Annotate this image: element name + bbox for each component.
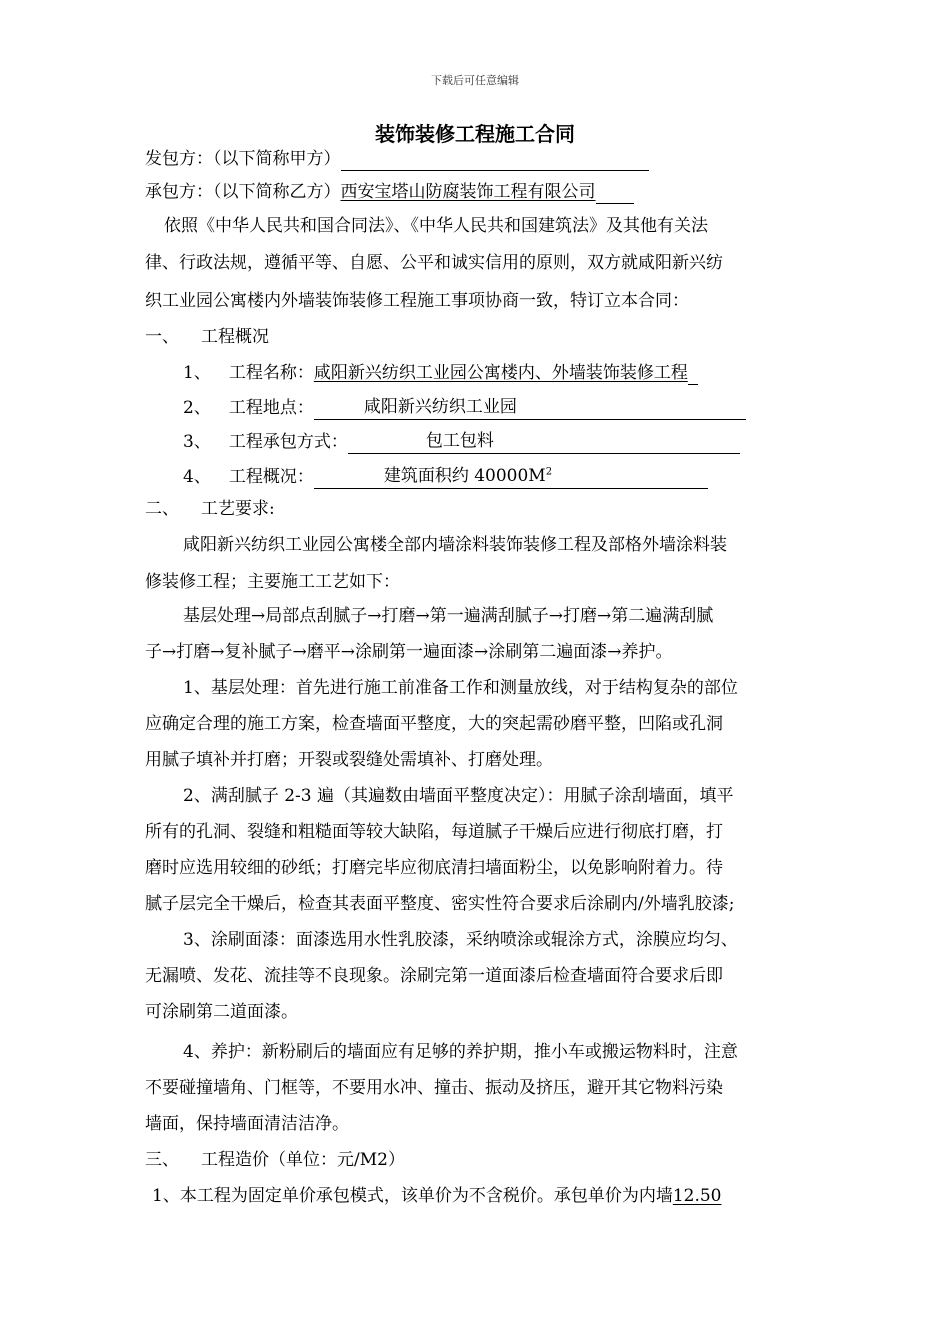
sec2-line: 可涂刷第二道面漆。 [145, 1002, 298, 1022]
sec2-line: 不要碰撞墙角、门框等，不要用水冲、撞击、振动及挤压，避开其它物料污染 [145, 1078, 723, 1098]
intro-line-1: 依照《中华人民共和国合同法》、《中华人民共和国建筑法》及其他有关法 [164, 216, 708, 236]
project-overview-value: 建筑面积约 $40000M^2$ [314, 470, 708, 489]
section-1-heading: 一、 工程概况 [145, 327, 269, 347]
sec2-line: 子→打磨→复补腻子→磨平→涂刷第一遍面漆→涂刷第二遍面漆→养护。 [145, 642, 673, 662]
sec2-line: 磨时应选用较细的砂纸；打磨完毕应彻底清扫墙面粉尘，以免影响附着力。待 [145, 858, 723, 878]
sec2-line: 所有的孔洞、裂缝和粗糙面等较大缺陷，每道腻子干燥后应进行彻底打磨，打 [145, 822, 723, 842]
sec2-line: 应确定合理的施工方案，检查墙面平整度，大的突起需砂磨平整，凹陷或孔洞 [145, 714, 723, 734]
sec2-line: 用腻子填补并打磨；开裂或裂缝处需填补、打磨处理。 [145, 750, 553, 770]
party-b-line [145, 180, 634, 204]
page-header: 下载后可任意编辑 [431, 74, 519, 87]
section-3-heading: 三、 工程造价（单位：元/M2） [145, 1150, 405, 1170]
party-a-label: 发包方：（以下简称甲方） [145, 149, 341, 169]
party-a-line [145, 147, 649, 171]
party-a-blank [341, 152, 649, 171]
project-location-value: 咸阳新兴纺织工业园 [314, 401, 746, 420]
section-2-heading: 二、 工艺要求: [145, 499, 275, 519]
sec2-line: 修装修工程；主要施工工艺如下： [145, 572, 400, 592]
item-project-name: 1、 工程名称：咸阳新兴纺织工业园公寓楼内、外墙装饰装修工程 [183, 361, 698, 385]
sec2-line: 腻子层完全干燥后，检查其表面平整度、密实性符合要求后涂刷内/外墙乳胶漆; [145, 894, 735, 914]
contract-title: 装饰装修工程施工合同 [375, 122, 575, 146]
party-b-label: 承包方：（以下简称乙方） [145, 182, 341, 202]
contract-mode-value: 包工包料 [348, 435, 740, 454]
sec2-line: 1、基层处理：首先进行施工前准备工作和测量放线，对于结构复杂的部位 [183, 678, 738, 698]
item-project-overview: 4、 工程概况： 建筑面积约 $40000M^2$ [183, 465, 708, 489]
sec2-line: 基层处理→局部点刮腻子→打磨→第一遍满刮腻子→打磨→第二遍满刮腻 [183, 606, 714, 626]
sec2-line: 4、养护：新粉刷后的墙面应有足够的养护期，推小车或搬运物料时，注意 [183, 1042, 738, 1062]
sec3-line-1: 1、本工程为固定单价承包模式，该单价为不含税价。承包单价为内墙12.50 [152, 1186, 722, 1206]
interior-wall-price: 12.50 [672, 1186, 722, 1206]
sec2-line: 咸阳新兴纺织工业园公寓楼全部内墙涂料装饰装修工程及部格外墙涂料装 [183, 535, 727, 555]
sec2-line: 3、涂刷面漆：面漆选用水性乳胶漆，采纳喷涂或辊涂方式，涂膜应均匀、 [183, 930, 738, 950]
sec2-line: 无漏喷、发花、流挂等不良现象。涂刷完第一道面漆后检查墙面符合要求后即 [145, 966, 723, 986]
project-name-value: 咸阳新兴纺织工业园公寓楼内、外墙装饰装修工程 [313, 363, 688, 383]
item-contract-mode: 3、 工程承包方式： 包工包料 [183, 430, 740, 454]
intro-line-2: 律、行政法规，遵循平等、自愿、公平和诚实信用的原则，双方就咸阳新兴纺 [145, 253, 723, 273]
party-b-value: 西安宝塔山防腐装饰工程有限公司 [340, 182, 596, 202]
sec2-line: 墙面，保持墙面清洁洁净。 [145, 1114, 349, 1134]
item-project-location: 2、 工程地点： 咸阳新兴纺织工业园 [183, 396, 746, 420]
intro-line-3: 织工业园公寓楼内外墙装饰装修工程施工事项协商一致，特订立本合同： [145, 291, 689, 311]
sec2-line: 2、满刮腻子 2-3 遍（其遍数由墙面平整度决定）：用腻子涂刮墙面，填平 [183, 786, 734, 806]
